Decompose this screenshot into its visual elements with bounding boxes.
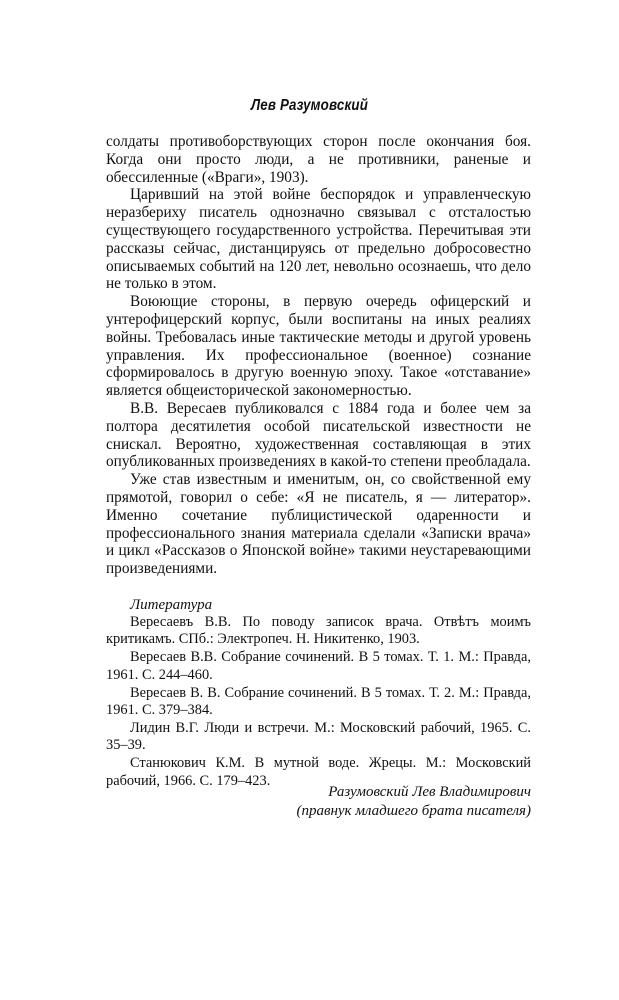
reference-item: Станюкович К.М. В мутной воде. Жрецы. М.: Московский рабочий, 1966. С. 179–423.	[106, 755, 531, 789]
paragraph: В.В. Вересаев публиковался с 1884 года и более чем за полтора десятилетия особой писательской известности не снискал. Вероятно, художественная составляющая в этих опубликованных произведениях в какой-то степени преобладала.	[106, 399, 531, 471]
reference-item: Вересаев В.В. Собрание сочинений. В 5 томах. Т. 1. М.: Правда, 1961. С. 244–460.	[106, 649, 531, 683]
literature-heading: Литература	[130, 597, 213, 613]
signature-note: (правнук младшего брата писателя)	[296, 803, 531, 819]
paragraph: Воюющие стороны, в первую очередь офицерский и унтерофицерский корпус, были воспитаны на иных реалиях войны. Требовалась иные тактические методы и другой уровень управления. Их профессиональное (военное) сознание сформировалось в другую военную эпоху. Такое «отставание» является общеисторической закономерностью.	[106, 293, 531, 400]
running-header: Лев Разумовский	[250, 97, 369, 114]
author-signature	[106, 783, 531, 821]
reference-item: Вересаев В. В. Собрание сочинений. В 5 томах. Т. 2. М.: Правда, 1961. С. 379–384.	[106, 684, 531, 719]
paragraph: Уже став известным и именитым, он, со свойственной ему прямотой, говорил о себе: «Я не писатель, я — литератор». Именно сочетание публицистической одаренности и профессионального знания материала сделали «Записки врача» и цикл «Рассказов о Японской войне» такими неустаревающими произведениями.	[106, 471, 531, 578]
paragraph: Царивший на этой войне беспорядок и управленческую неразбериху писатель однозначно связывал с отсталостью существующего государственного устройства. Перечитывая эти рассказы сейчас, дистанцируясь от предельно добросовестно описываемых событий на 120 лет, невольно осознаешь, что дело не только в этом.	[106, 186, 531, 293]
literature-list	[106, 614, 531, 791]
signature-name: Разумовский Лев Владимирович	[328, 784, 531, 800]
reference-item: Вересаевъ В.В. По поводу записок врача. Отвѣтъ моимъ критикамъ. СПб.: Электропеч. Н. Никитенко, 1903.	[106, 614, 531, 648]
body-text	[106, 133, 531, 578]
reference-item: Лидин В.Г. Люди и встречи. М.: Московский рабочий, 1965. С. 35–39.	[106, 719, 531, 754]
paragraph: солдаты противоборствующих сторон после окончания боя. Когда они просто люди, а не противники, раненые и обессиленные («Враги», 1903).	[106, 133, 531, 186]
